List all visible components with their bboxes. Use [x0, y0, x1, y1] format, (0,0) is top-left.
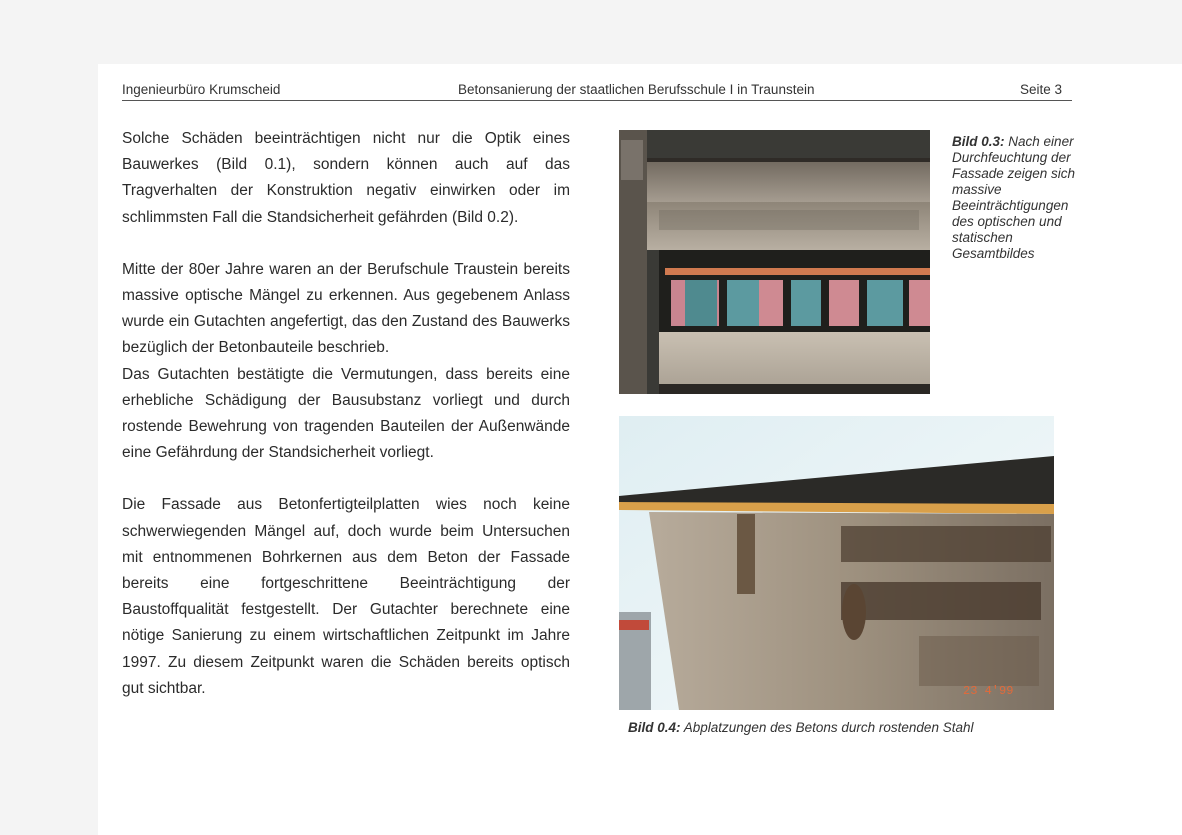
paragraph-2: Mitte der 80er Jahre waren an der Berufschule Traustein bereits massive optische Mängel zu erkennen. Aus gegebenem Anlass wurde ein Gutachten angefertigt, das den Zustand des Bauwerks bezüglich der Betonbauteile beschrieb. — [122, 260, 570, 357]
header-page-number: Seite 3 — [1019, 82, 1062, 97]
photo-facade-damage — [619, 130, 930, 394]
figure-0-4-caption — [628, 720, 1048, 735]
figure-0-3-label: Bild 0.3: — [952, 134, 1005, 149]
figure-0-4-label: Bild 0.4: — [628, 720, 681, 735]
paragraph-3: Das Gutachten bestätigte die Vermutungen, dass bereits eine erhebliche Schädigung der Bausubstanz vorliegt und durch rostende Bewehrung von tragenden Bauteilen der Außenwände eine Gefährdung der Standsicherheit vorliegt. — [122, 365, 570, 462]
document-page — [98, 64, 1182, 835]
figure-0-4-text: Abplatzungen des Betons durch rostenden Stahl — [683, 720, 974, 735]
photo-date-stamp: 23 4'99 — [963, 684, 1014, 698]
photo-concrete-spalling — [619, 416, 1054, 710]
paragraph-4: Die Fassade aus Betonfertigteilplatten wies noch keine schwerwiegenden Mängel auf, doch wurde beim Untersuchen mit entnommenen Bohrkernen aus dem Beton der Fassade bereits eine fortgeschrittene Beeinträchtigung der Baustoffqualität festgestellt. Der Gutachter berechnete eine nötige Sanierung zu einem wirtschaftlichen Zeitpunkt im Jahre 1997. Zu diesem Zeitpunkt waren die Schäden bereits optisch gut sichtbar. — [122, 496, 570, 697]
header-company: Ingenieurbüro Krumscheid — [122, 82, 281, 97]
header-title: Betonsanierung der staatlichen Berufsschule I in Traunstein — [458, 82, 815, 97]
page-header — [122, 82, 1072, 101]
figure-0-3-caption — [952, 134, 1086, 262]
body-text — [122, 126, 570, 702]
paragraph-1: Solche Schäden beeinträchtigen nicht nur die Optik eines Bauwerkes (Bild 0.1), sondern können auch auf das Tragverhalten der Konstruktion negativ einwirken oder im schlimmsten Fall die Standsicherheit gefährden (Bild 0.2). — [122, 130, 570, 226]
figure-0-3-text: Nach einer Durchfeuchtung der Fassade zeigen sich massive Beeinträchtigungen des optischen und statischen Gesamtbildes — [952, 134, 1076, 261]
